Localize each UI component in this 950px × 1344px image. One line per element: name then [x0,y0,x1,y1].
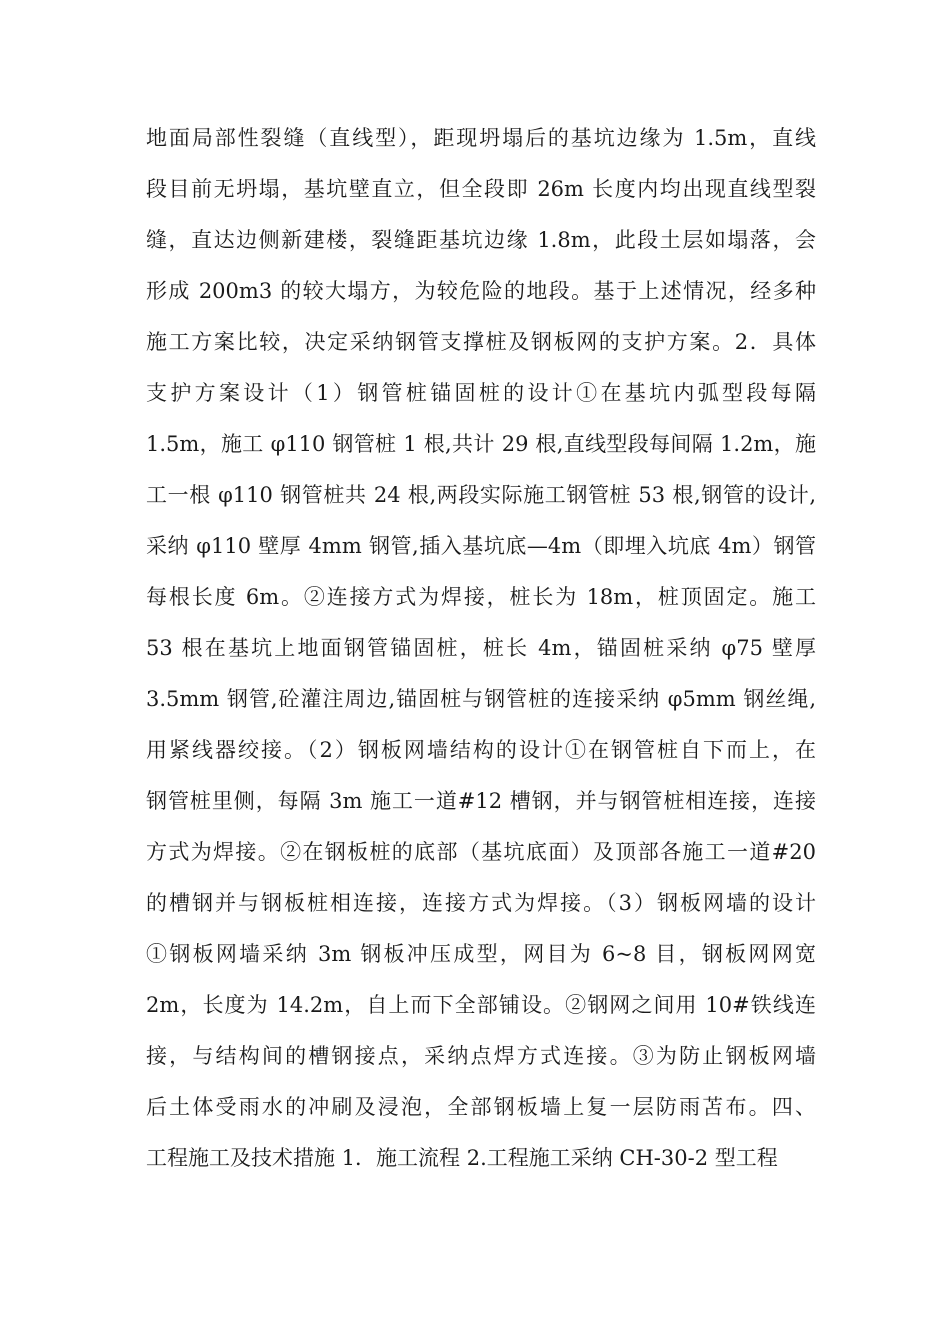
text-line-21: 工程施工及技术措施 1．施工流程 2.工程施工采纳 CH-30-2 型工程 [146,1146,778,1170]
text-line-16: 的槽钢并与钢板桩相连接，连接方式为焊接。（3）钢板网墙的设计 [146,891,816,915]
text-line-7: 1.5m，施工 φ110 钢管桩 1 根,共计 29 根,直线型段每间隔 1.2m，施 [146,432,816,456]
text-line-20: 后土体受雨水的冲刷及浸泡，全部钢板墙上复一层防雨苫布。四、 [146,1095,816,1119]
text-line-4: 形成 200m3 的较大塌方，为较危险的地段。基于上述情况，经多种 [146,279,816,303]
text-line-18: 2m，长度为 14.2m，自上而下全部铺设。②钢网之间用 10#铁线连 [146,993,816,1017]
text-line-13: 用紧线器绞接。（2）钢板网墙结构的设计①在钢管桩自下而上，在 [146,738,816,762]
text-line-5: 施工方案比较，决定采纳钢管支撑桩及钢板网的支护方案。2．具体 [146,330,816,354]
text-line-14: 钢管桩里侧，每隔 3m 施工一道#12 槽钢，并与钢管桩相连接，连接 [146,789,816,813]
text-line-9: 采纳 φ110 壁厚 4mm 钢管,插入基坑底—4m（即埋入坑底 4m）钢管 [146,534,816,558]
text-line-19: 接，与结构间的槽钢接点，采纳点焊方式连接。③为防止钢板网墙 [146,1044,816,1068]
text-line-10: 每根长度 6m。②连接方式为焊接，桩长为 18m，桩顶固定。施工 [146,585,816,609]
text-line-3: 缝，直达边侧新建楼，裂缝距基坑边缘 1.8m，此段土层如塌落，会 [146,228,816,252]
text-line-15: 方式为焊接。②在钢板桩的底部（基坑底面）及顶部各施工一道#20 [146,840,816,864]
text-line-6: 支护方案设计（1）钢管桩锚固桩的设计①在基坑内弧型段每隔 [146,381,816,405]
text-line-12: 3.5mm 钢管,砼灌注周边,锚固桩与钢管桩的连接采纳 φ5mm 钢丝绳, [146,687,816,711]
text-line-8: 工一根 φ110 钢管桩共 24 根,两段实际施工钢管桩 53 根,钢管的设计, [146,483,816,507]
text-line-1: 地面局部性裂缝（直线型），距现坍塌后的基坑边缘为 1.5m，直线 [146,126,816,150]
body-text [146,116,816,1187]
text-line-2: 段目前无坍塌，基坑壁直立，但全段即 26m 长度内均出现直线型裂 [146,177,816,201]
text-line-11: 53 根在基坑上地面钢管锚固桩，桩长 4m，锚固桩采纳 φ75 壁厚 [146,636,816,660]
text-line-17: ①钢板网墙采纳 3m 钢板冲压成型，网目为 6~8 目，钢板网网宽 [146,942,816,966]
